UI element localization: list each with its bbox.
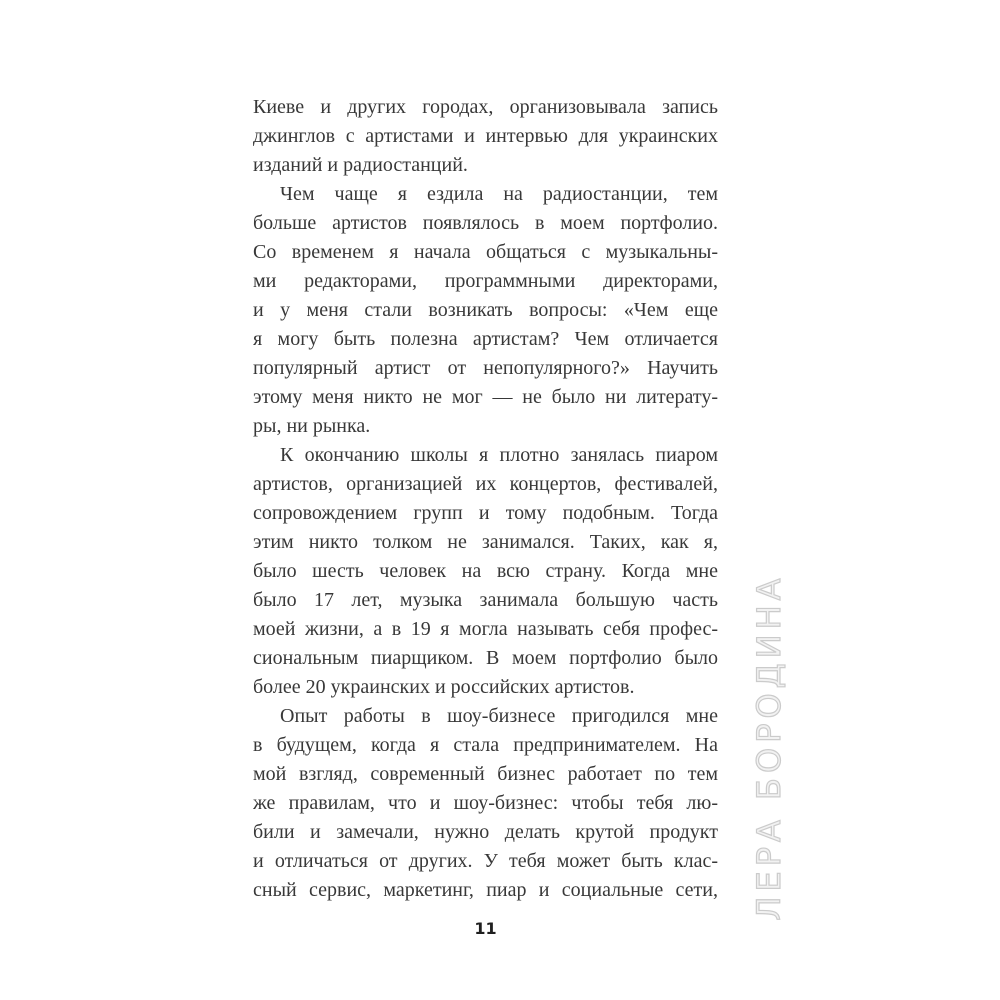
page-number: 11 xyxy=(474,919,497,938)
text-line: я могу быть полезна артистам? Чем отличается xyxy=(253,328,718,350)
paragraph xyxy=(253,180,718,441)
text-line: было 17 лет, музыка занимала большую часть xyxy=(253,589,718,611)
paragraph xyxy=(253,702,718,905)
text-line: Киеве и других городах, организовывала запись xyxy=(253,96,718,118)
paragraph xyxy=(253,441,718,702)
author-vertical-text: ЛЕРА БОРОДИНА xyxy=(750,573,788,921)
text-line: артистов, организацией их концертов, фестивалей, xyxy=(253,473,718,495)
text-line: этому меня никто не мог — не было ни литерату- xyxy=(253,386,718,408)
text-line: сный сервис, маркетинг, пиар и социальные сети, xyxy=(253,879,718,901)
text-line: сопровождением групп и тому подобным. Тогда xyxy=(253,502,718,524)
text-line: более 20 украинских и российских артистов. xyxy=(253,676,635,698)
text-line: Чем чаще я ездила на радиостанции, тем xyxy=(280,183,718,205)
page-text-block xyxy=(253,93,718,905)
text-line: Опыт работы в шоу-бизнесе пригодился мне xyxy=(280,705,718,727)
text-line: джинглов с артистами и интервью для украинских xyxy=(253,125,718,147)
text-line: и у меня стали возникать вопросы: «Чем еще xyxy=(253,299,718,321)
text-line: К окончанию школы я плотно занялась пиаром xyxy=(280,444,718,466)
paragraph xyxy=(253,93,718,180)
text-line: же правилам, что и шоу-бизнес: чтобы тебя лю- xyxy=(253,792,718,814)
text-line: моей жизни, а в 19 я могла называть себя профес- xyxy=(253,618,718,640)
text-line: этим никто толком не занимался. Таких, как я, xyxy=(253,531,718,553)
text-line: мой взгляд, современный бизнес работает по тем xyxy=(253,763,718,785)
text-line: ми редакторами, программными директорами, xyxy=(253,270,718,292)
text-line: изданий и радиостанций. xyxy=(253,154,468,176)
text-line: в будущем, когда я стала предпринимателем. На xyxy=(253,734,718,756)
text-line: били и замечали, нужно делать крутой продукт xyxy=(253,821,718,843)
text-line: популярный артист от непопулярного?» Научить xyxy=(253,357,718,379)
text-line: было шесть человек на всю страну. Когда мне xyxy=(253,560,718,582)
text-line: больше артистов появлялось в моем портфолио. xyxy=(253,212,718,234)
text-line: сиональным пиарщиком. В моем портфолио было xyxy=(253,647,718,669)
text-line: и отличаться от других. У тебя может быть клас- xyxy=(253,850,718,872)
text-line: Со временем я начала общаться с музыкальны- xyxy=(253,241,718,263)
text-line: ры, ни рынка. xyxy=(253,415,371,437)
